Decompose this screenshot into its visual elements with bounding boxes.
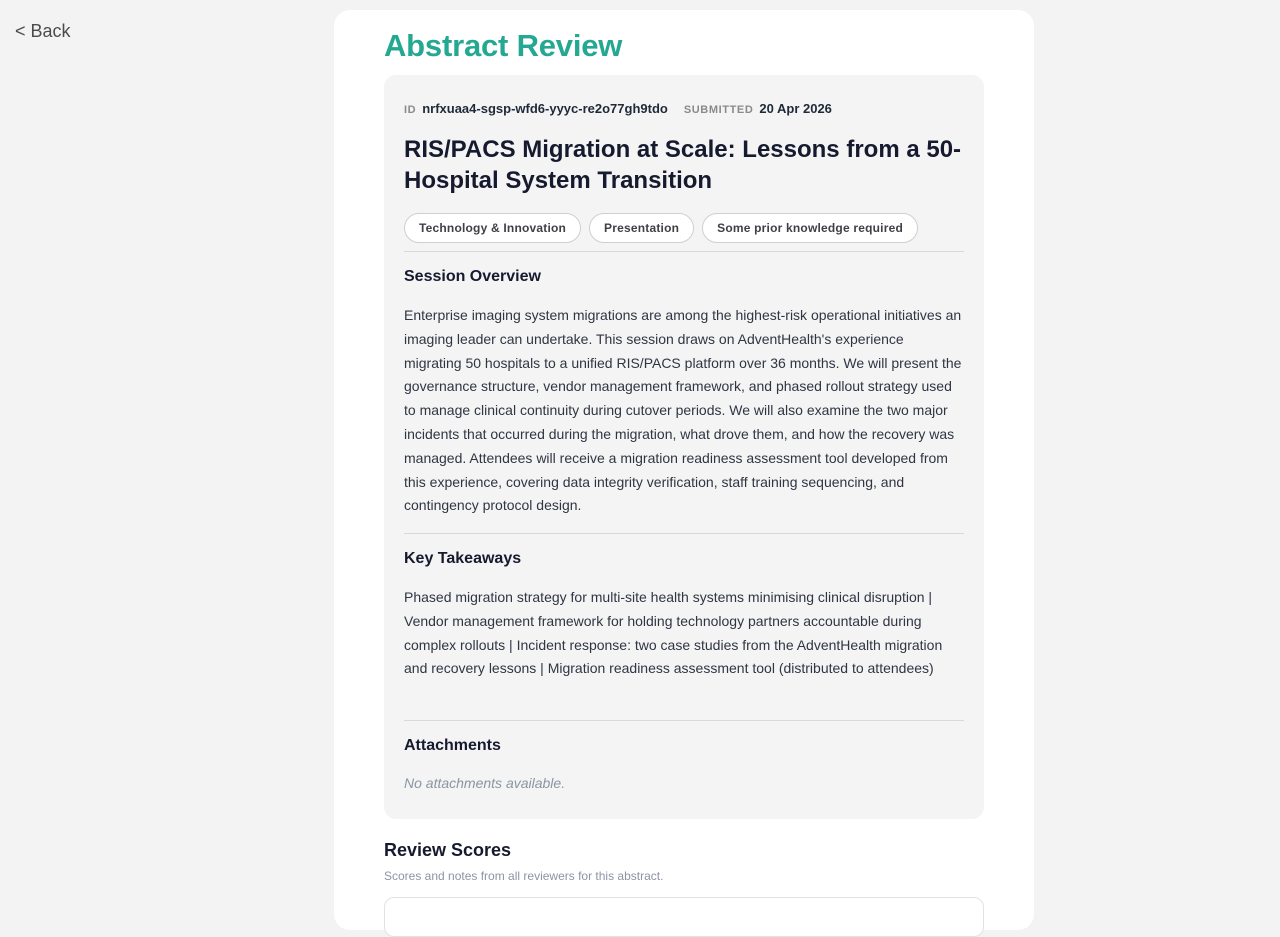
divider — [404, 720, 964, 721]
tag-topic: Technology & Innovation — [404, 213, 581, 243]
tag-list — [404, 213, 918, 243]
submitted-value: 20 Apr 2026 — [759, 101, 832, 116]
key-takeaways-text: Phased migration strategy for multi-site health systems minimising clinical disruption | Vendor management framework for holding technology partners accountable during complex rollouts | Incident response: two case studies from the AdventHealth migration and recovery lessons | Migration readiness assessment tool (distributed to attendees) — [404, 589, 943, 677]
abstract-title: RIS/PACS Migration at Scale: Lessons from a 50-Hospital System Transition — [404, 136, 962, 194]
key-takeaways-heading: Key Takeaways — [404, 550, 522, 567]
page-title: Abstract Review — [384, 28, 623, 63]
review-scores-table — [384, 897, 984, 937]
submitted-label: SUBMITTED — [683, 104, 754, 116]
divider — [404, 533, 964, 534]
attachments-heading: Attachments — [404, 737, 501, 754]
review-scores-subtitle: Scores and notes from all reviewers for this abstract. — [384, 869, 664, 883]
abstract-meta — [404, 101, 848, 116]
tag-level: Some prior knowledge required — [702, 213, 918, 243]
review-scores-heading: Review Scores — [384, 840, 512, 860]
session-overview-heading: Session Overview — [404, 268, 541, 285]
id-value: nrfxuaa4-sgsp-wfd6-yyyc-re2o77gh9tdo — [422, 101, 668, 116]
id-label: ID — [404, 104, 417, 116]
tag-format: Presentation — [589, 213, 694, 243]
attachments-empty-note: No attachments available. — [404, 775, 566, 791]
back-button[interactable]: < Back — [15, 21, 71, 41]
abstract-card — [384, 75, 984, 819]
session-overview-text: Enterprise imaging system migrations are among the highest-risk operational initiatives an imaging leader can undertake. This session draws on AdventHealth's experience migrating 50 hospitals to a unified RIS/PACS platform over 36 months. We will present the governance structure, vendor management framework, and phased rollout strategy used to manage clinical continuity during cutover periods. We will also examine the two major incidents that occurred during the migration, what drove them, and how the recovery was managed. Attendees will receive a migration readiness assessment tool developed from this experience, covering data integrity verification, staff training sequencing, and contingency protocol design. — [404, 307, 962, 514]
divider — [404, 251, 964, 252]
abstract-review-panel — [334, 10, 1034, 930]
